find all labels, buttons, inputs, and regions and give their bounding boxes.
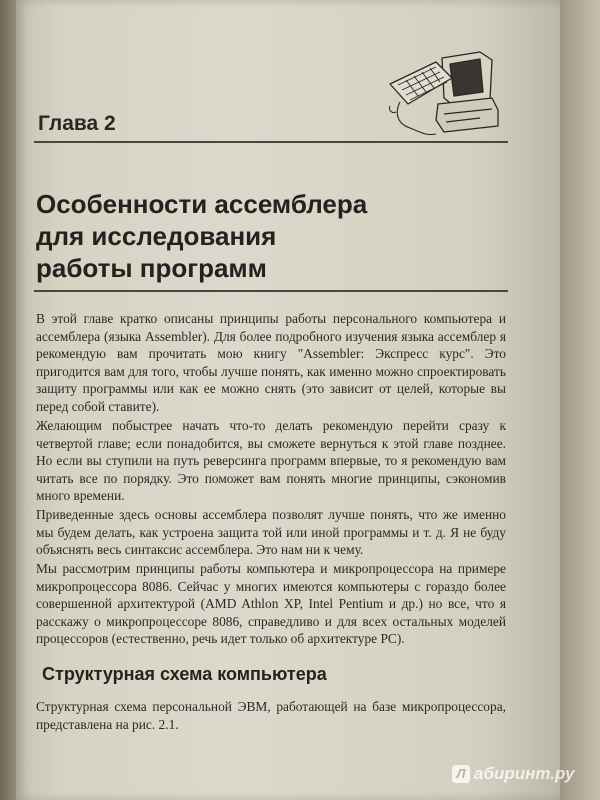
chapter-rule-bottom xyxy=(34,290,508,292)
chapter-rule-top xyxy=(34,141,508,143)
chapter-label: Глава 2 xyxy=(38,112,116,135)
paragraph: В этой главе кратко описаны принципы работы персонального компьютера и ассемблера (языка Assembler). Для более подробного изучения языка ассемблер я рекомендую вам прочитать мою книгу "Assembler: Экспресс курс". Это пригодится вам для того, чтобы лучше понять, как именно можно спроектировать защиту программы или как ее можно снять (это зависит от целей, которые вы перед собой ставите). xyxy=(36,311,506,414)
chapter-title-line: работы программ xyxy=(36,253,267,283)
watermark-badge: Л xyxy=(452,765,470,783)
section-heading: Структурная схема компьютера xyxy=(42,664,327,684)
chapter-title-line: для исследования xyxy=(36,221,277,251)
chapter-title xyxy=(36,188,506,284)
section-paragraph: Структурная схема персональной ЭВМ, работающей на базе микропроцессора, представлена на рис. 2.1. xyxy=(36,699,506,732)
computer-keyboard-illustration-icon xyxy=(380,44,505,142)
watermark-logo xyxy=(452,764,574,784)
chapter-title-line: Особенности ассемблера xyxy=(36,189,368,219)
paragraph: Мы рассмотрим принципы работы компьютера и микропроцессора на примере микропроцессора 8086. Сейчас у многих имеются компьютеры с гораздо более совершенной архитектурой (AMD Athlon XP, Intel Pentium и др.) но все, что я расскажу о микропроцессоре 8086, справедливо и для всех остальных моделей процессоров (естественно, речь идет только об архитектуре PC). xyxy=(36,561,506,647)
paragraph: Приведенные здесь основы ассемблера позволят лучше понять, что же именно мы будем делать, как устроена защита той или иной программы и т. д. Я не буду объяснять весь синтаксис ассемблера. Это нам ни к чему. xyxy=(36,507,506,558)
watermark-text: абиринт.ру xyxy=(474,764,575,783)
paragraph: Желающим побыстрее начать что-то делать рекомендую перейти сразу к четвертой главе; если понадобится, вы сможете вернуться к этой главе позднее. Но если вы ступили на путь реверсинга программ впервые, то я рекомендую вам читать все по порядку. Это поможет вам понять многие принципы, сэкономив много времени. xyxy=(36,418,506,504)
